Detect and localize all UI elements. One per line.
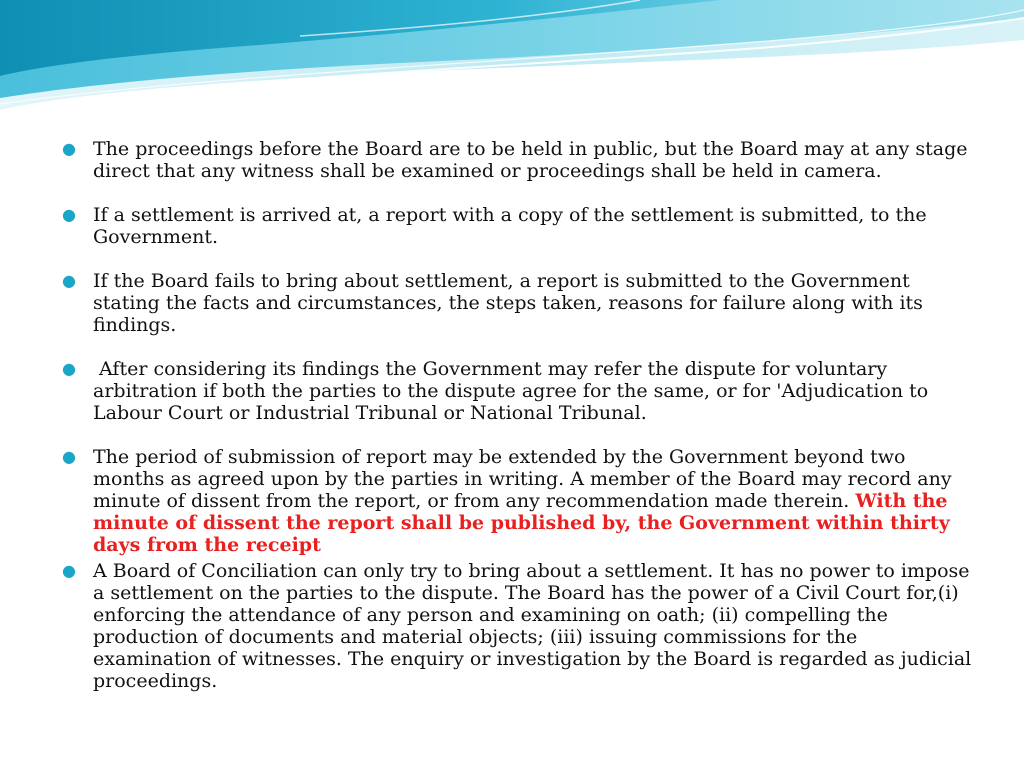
bullet-icon: ● — [62, 271, 76, 290]
bullet-text: The proceedings before the Board are to be held in public, but the Board may at any stage direct that any witness shall be examined or proceedings shall be held in camera. — [93, 138, 968, 182]
bullet-text: If the Board fails to bring about settlement, a report is submitted to the Government stating the facts and circumstances, the steps taken, reasons for failure along with its findings. — [93, 270, 923, 336]
wave-header-decoration — [0, 0, 1024, 130]
bullet-icon: ● — [62, 359, 76, 378]
bullet-item — [62, 270, 972, 336]
bullet-item — [62, 138, 972, 182]
bullet-item — [62, 560, 972, 692]
highlighted-text: With the minute of dissent the report shall be published by, the Government within thirty days from the receipt — [93, 490, 950, 556]
bullet-text: After considering its findings the Government may refer the dispute for voluntary arbitration if both the parties to the dispute agree for the same, or for 'Adjudication to Labour Court or Industrial Tribunal or National Tribunal. — [93, 358, 929, 424]
bullet-item — [62, 204, 972, 248]
bullet-icon: ● — [62, 139, 76, 158]
bullet-item — [62, 358, 972, 424]
bullet-text: If a settlement is arrived at, a report with a copy of the settlement is submitted, to the Government. — [93, 204, 927, 248]
bullet-list — [62, 138, 972, 692]
bullet-text: The period of submission of report may be extended by the Government beyond two months as agreed upon by the parties in writing. A member of the Board may record any minute of dissent from the report, or from any recommendation made therein. — [93, 446, 952, 512]
bullet-text: A Board of Conciliation can only try to bring about a settlement. It has no power to impose a settlement on the parties to the dispute. The Board has the power of a Civil Court for,(i) enforcing the attendance of any person and examining on oath; (ii) compelling the production of documents and material objects; (iii) issuing commissions for the examination of witnesses. The enquiry or investigation by the Board is regarded as judicial proceedings. — [93, 560, 972, 692]
bullet-item — [62, 446, 972, 556]
bullet-icon: ● — [62, 447, 76, 466]
bullet-icon: ● — [62, 205, 76, 224]
bullet-icon: ● — [62, 561, 76, 580]
